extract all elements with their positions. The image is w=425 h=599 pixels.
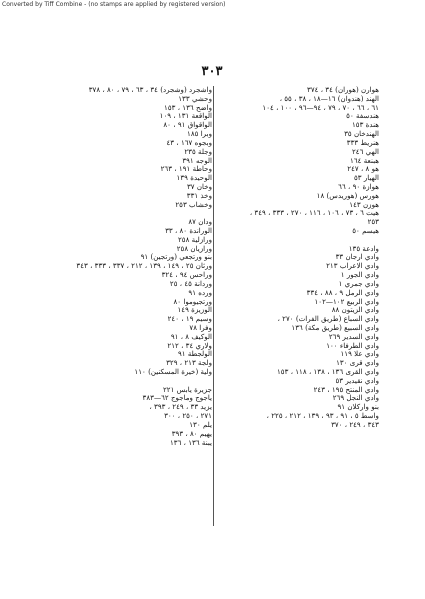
index-entry: وادي السبيع (طريق مكة) ١٣٦ <box>291 322 379 332</box>
index-entry: وادي الاعراب ٢١٣ <box>326 261 379 271</box>
index-entry: وادي الزيتون ٨٨ <box>331 305 379 315</box>
index-entry: وادي نقيدير ٥٣ <box>335 375 379 385</box>
index-entry: وادي ارجان ٣٣ <box>335 252 379 262</box>
index-entry: ورازلية ٢٥٨ <box>177 234 212 244</box>
index-column-left <box>40 86 212 447</box>
index-entry: وادي جمري ١ <box>338 278 379 288</box>
index-entry: الهيار ٥٣ <box>353 173 379 183</box>
index-entry: بنو واركلان ٩١ <box>337 402 379 412</box>
index-entry: الوكيف ٨ ، ٩١ <box>170 331 212 341</box>
index-entry: ياجوج وماجوج ٦٢—٣٨٣ <box>142 393 212 403</box>
index-entry: الهند (هندوان) ١٦—١٨ ، ٣٨ ، ٥٥ ، <box>279 93 379 103</box>
index-entry: الوراندة ٨٠ ، ٣٣ <box>165 226 212 235</box>
index-entry: وخذ ٣٣١ <box>186 190 212 200</box>
index-entry: وادي القرى ١٣٦ ، ١٣٨ ، ١١٨ ، ١٥٣ <box>277 367 379 376</box>
index-entry: هندة ١٥٣ <box>351 120 379 130</box>
index-entry: ورتجيوموا ٨٠ <box>173 296 212 306</box>
index-entry: بنو ورتجعي (ورتجين) ٩١ <box>140 252 212 262</box>
index-entry: ورازيان ٢٥٨ <box>176 243 212 253</box>
index-entry: وفرا ٧٨ <box>189 322 212 332</box>
index-entry: هوزن ١٤٣ <box>349 199 379 209</box>
index-entry: وراحس ٩٤ ، ٣٢٤ <box>161 270 212 280</box>
index-entry: وادي الجور ١ <box>340 270 379 280</box>
index-entry: الهندخان ٣٥ <box>344 129 379 139</box>
index-entry: ولية (خيرة المسكنين) ١١٠ <box>134 367 212 376</box>
index-entry: ولاري ٣٤ ، ٢١٢ <box>167 340 212 350</box>
index-entry: وادي الرمل ٩ ، ٨٨ ، ٣٣٤ <box>306 287 379 297</box>
index-entry: الوزيزة ١٤٩ <box>177 305 212 315</box>
index-entry: وردانة ٤٥ ، ٢٥ <box>169 278 212 288</box>
index-entry: وادي علا ١١٩ <box>340 349 379 359</box>
index-entry: ٣٤٣ ، ٢٤٩ ، ٣٧٠ <box>331 419 379 429</box>
index-entry: الواقواق ٩١ ، ٨٠ <box>163 120 212 130</box>
index-entry: وخان ٣٧ <box>186 181 212 191</box>
index-entry: يبنة ١٣٦ ، ١٣٦ <box>169 437 212 447</box>
column-divider <box>213 86 214 526</box>
index-entry: هنريط ٣٣٣ <box>346 137 379 147</box>
page-number: ٣٠٣ <box>201 64 223 79</box>
index-entry: وادي الطرفاء ١٠٠ <box>326 340 379 350</box>
index-entry: يزيد ٣٣ ، ٢٤٩ ، ٣٩٣ ، <box>149 402 212 412</box>
index-entry: واشجرد (وشجرد) ٣٤ ، ٦٣ ، ٧٩ ، ٨٠ ، ٣٧٨ <box>88 86 212 94</box>
index-entry: هندسفة ٥٠ <box>346 111 379 121</box>
index-entry: ٦١ ، ٦٦ ، ٧٠ ، ٧٩ ، ٩٤—٩٦ ، ١٠٠ ، ١٠٤ <box>262 102 379 112</box>
index-entry: وادعة ١٣٥ <box>348 243 379 253</box>
index-entry: هوارن (هوران) ٣٤ ، ٣٧٤ <box>307 86 379 94</box>
index-entry: يلم ١٣٠ <box>189 419 212 429</box>
converter-header-note: Converted by Tiff Combine - (no stamps are applied by registered version) <box>2 1 226 8</box>
index-entry: وسيم ١٩ ، ٢٤٠ <box>167 314 212 324</box>
index-entry: وجلة ٢٣٥ <box>184 146 212 156</box>
index-entry: الهي ٢٤٦ <box>351 146 379 156</box>
index-entry: وخشاب ٢٥٣ <box>175 199 212 209</box>
index-entry: هورس (هوريدس) ١٨ <box>316 190 379 200</box>
index-entry: وادي السباع (طريق الفرات) ٢٧٠ ، <box>277 314 379 324</box>
section-gap <box>40 209 212 218</box>
index-entry: واسط ٥ ، ٩١ ، ٩٣ ، ١٣٩ ، ٢١٢ ، ٢٢٥ ، <box>266 411 379 421</box>
index-entry: وحشي ١٣٣ <box>178 93 212 103</box>
index-entry: هو ٨ ، ٢٤٧ <box>347 164 379 174</box>
index-entry: وبجوه ١٦٧ ، ٤٣ <box>166 137 212 147</box>
index-entry: وادي قرى ١٣٠ <box>336 358 379 368</box>
index-entry: وادي المنتح ١٩٥ ، ٢٤٣ <box>313 384 379 394</box>
index-entry: واضح ١٣٦ ، ١٥٣ <box>164 102 212 112</box>
index-entry: الواقعة ١٣١ ، ١٠٩ <box>159 111 212 121</box>
index-entry: ولجة ٢١٣ ، ٣٢٩ <box>166 358 212 368</box>
index-entry: ورثان ٢٥ ، ١٤٩ ، ١٣٩ ، ٢١٢ ، ٣٣٧ ، ٣٣٣ ، ٣٤٣ <box>76 261 212 271</box>
index-entry: هبنعة ١٦٤ <box>350 155 379 165</box>
index-entry: ورده ٩١ <box>188 287 212 297</box>
index-entry: ٢٥٣ <box>367 217 379 227</box>
index-entry: وبرا ١٨٥ <box>187 129 212 139</box>
index-entry: هيسم ٥٠ <box>352 226 379 235</box>
index-entry: وحاطة ١٩١ ، ٢٦٣ <box>160 164 212 174</box>
index-entry: الولجطة ٩١ <box>177 349 212 359</box>
index-entry: ٢٧١ ، ٢٥٠ ، ٣٠٠ <box>164 411 212 421</box>
index-entry: يهيم ٨٠ ، ٣٩٣ <box>171 428 212 438</box>
index-entry: ودان ٨٧ <box>188 217 212 227</box>
index-entry: الوجه ٣٩١ <box>182 155 212 165</box>
index-entry: وادي السدير ٢٦٩ <box>328 331 379 341</box>
index-entry: هوازة ٩٠ ، ٦٦ <box>338 181 379 191</box>
index-entry: جزيرة يابس ٢٢١ <box>162 384 212 394</box>
index-entry: وادي الربيع ١٠٢—١٠٢ <box>314 296 379 306</box>
index-entry: الوحيدة ١٣٩ <box>176 173 212 183</box>
index-column-right <box>216 86 379 430</box>
index-entry: هيت ٦ ، ٧٣ ، ١٠٦ ، ١١٦ ، ٢٧٠ ، ٣٣٣ ، ٣٤٩ ، <box>249 208 379 218</box>
index-entry: وادي النجل ٢٦٩ <box>332 393 379 403</box>
